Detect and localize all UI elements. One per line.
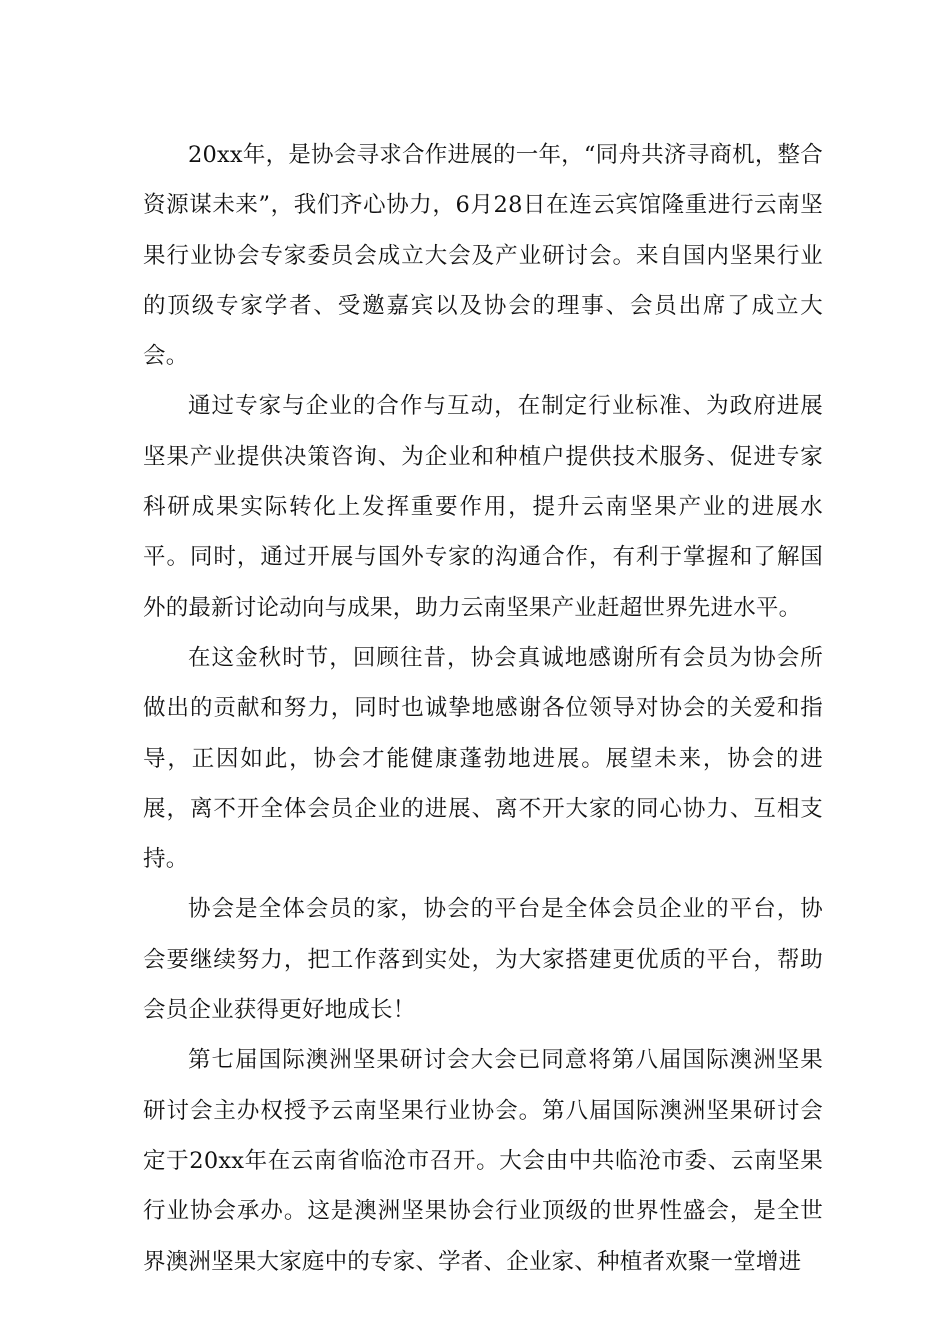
paragraph-4: 协会是全体会员的家，协会的平台是全体会员企业的平台，协会要继续努力，把工作落到实处，为大家搭建更优质的平台，帮助会员企业获得更好地成长！ [143,896,823,1024]
paragraph-2: 通过专家与企业的合作与互动，在制定行业标准、为政府进展坚果产业提供决策咨询、为企业和种植户提供技术服务、促进专家科研成果实际转化上发挥重要作用，提升云南坚果产业的进展水平。同时，通过开展与国外专家的沟通合作，有利于掌握和了解国外的最新讨论动向与成果，助力云南坚果产业赶超世界先进水平。 [143,393,823,621]
paragraph-3: 在这金秋时节，回顾往昔，协会真诚地感谢所有会员为协会所做出的贡献和努力，同时也诚挚地感谢各位领导对协会的关爱和指导，正因如此，协会才能健康蓬勃地进展。展望未来，协会的进展，离不开全体会员企业的进展、离不开大家的同心协力、互相支持。 [143,644,823,873]
paragraph-5: 第七届国际澳洲坚果研讨会大会已同意将第八届国际澳洲坚果研讨会主办权授予云南坚果行业协会。第八届国际澳洲坚果研讨会定于20xx年在云南省临沧市召开。大会由中共临沧市委、云南坚果行业协会承办。这是澳洲坚果协会行业顶级的世界性盛会，是全世界澳洲坚果大家庭中的专家、学者、企业家、种植者欢聚一堂增进 [143,1047,823,1275]
paragraph-1: 20xx年，是协会寻求合作进展的一年，“同舟共济寻商机，整合资源谋未来”，我们齐心协力，6月28日在连云宾馆隆重进行云南坚果行业协会专家委员会成立大会及产业研讨会。来自国内坚果行业的顶级专家学者、受邀嘉宾以及协会的理事、会员出席了成立大会。 [143,142,823,370]
document-body [143,130,823,1287]
